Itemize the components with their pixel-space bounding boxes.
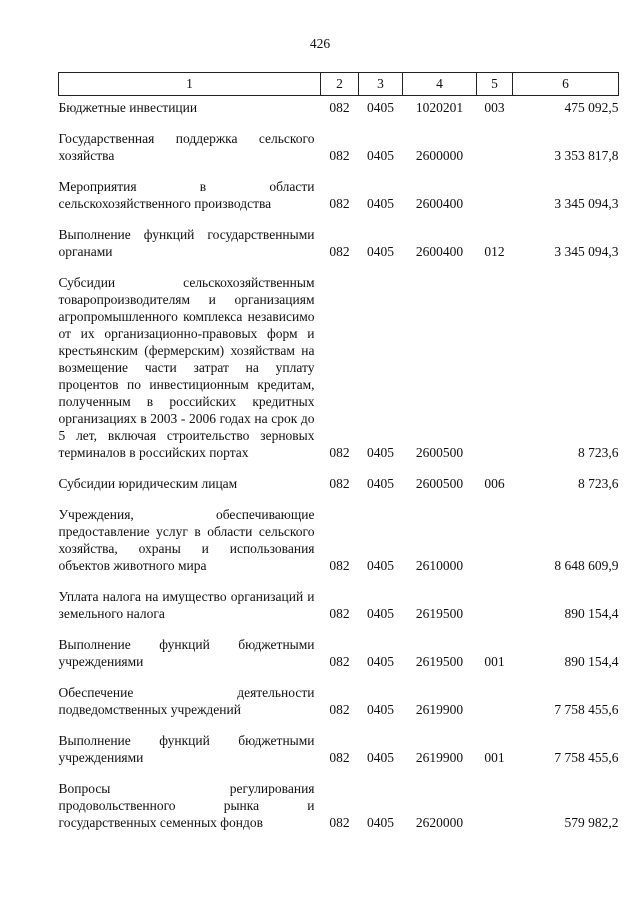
code-col-5	[477, 768, 513, 833]
table-header	[59, 73, 619, 96]
code-col-4: 2600500	[415, 476, 464, 491]
code-col-3: 0405	[367, 196, 394, 211]
item-name: Государственная поддержка сельского хозяйства	[58, 131, 315, 163]
item-name: Субсидии сельскохозяйственным товаропроизводителям и организациям агропромышленного комплекса независимо от их организационно-правовых форм и крестьянским (фермерским) хозяйствам на возмещение части затрат на уплату процентов по инвестиционным кредитам, полученным в российских кредитных организациях в 2003 - 2006 годах на срок до 5 лет, включая строительство зерновых терминалов в российских портах	[58, 275, 315, 460]
code-col-4: 2619900	[415, 750, 464, 765]
code-col-2: 082	[329, 654, 350, 669]
amount: 3 345 094,3	[554, 196, 619, 211]
code-col-4: 2620000	[415, 815, 464, 830]
code-col-2: 082	[329, 750, 350, 765]
table-body	[59, 96, 619, 834]
amount: 475 092,5	[564, 100, 619, 115]
item-name: Бюджетные инвестиции	[58, 100, 198, 115]
amount: 8 723,6	[578, 445, 619, 460]
table-row	[59, 768, 619, 833]
code-col-4: 2600500	[415, 445, 464, 460]
code-col-5	[477, 672, 513, 720]
code-col-3: 0405	[367, 244, 394, 259]
code-col-5: 006	[484, 476, 505, 491]
code-col-5	[477, 576, 513, 624]
table-row	[59, 494, 619, 576]
code-col-4: 2619500	[415, 654, 464, 669]
code-col-5	[477, 262, 513, 463]
column-header-2: 2	[321, 73, 359, 96]
code-col-4: 2600400	[415, 244, 464, 259]
column-header-5: 5	[477, 73, 513, 96]
code-col-5	[477, 166, 513, 214]
code-col-2: 082	[329, 100, 350, 115]
code-col-5	[477, 118, 513, 166]
code-col-2: 082	[329, 558, 350, 573]
amount: 8 723,6	[578, 476, 619, 491]
code-col-4: 2619500	[415, 606, 464, 621]
column-header-6: 6	[513, 73, 619, 96]
budget-table	[58, 72, 619, 833]
item-name: Обеспечение деятельности подведомственных учреждений	[58, 685, 315, 717]
item-name: Вопросы регулирования продовольственного рынка и государственных семенных фондов	[58, 781, 315, 830]
column-header-3: 3	[359, 73, 403, 96]
item-name: Учреждения, обеспечивающие предоставление услуг в области сельского хозяйства, охраны и использования объектов животного мира	[58, 507, 315, 573]
code-col-2: 082	[329, 606, 350, 621]
code-col-4: 1020201	[415, 100, 464, 115]
amount: 7 758 455,6	[554, 702, 619, 717]
code-col-4: 2600400	[415, 196, 464, 211]
code-col-2: 082	[329, 815, 350, 830]
code-col-2: 082	[329, 244, 350, 259]
code-col-4: 2600000	[415, 148, 464, 163]
code-col-3: 0405	[367, 654, 394, 669]
table-row	[59, 672, 619, 720]
code-col-5: 001	[484, 654, 505, 669]
amount: 890 154,4	[564, 606, 619, 621]
column-header-1: 1	[59, 73, 321, 96]
code-col-3: 0405	[367, 148, 394, 163]
code-col-3: 0405	[367, 815, 394, 830]
table-row	[59, 576, 619, 624]
item-name: Выполнение функций бюджетными учреждениями	[58, 637, 315, 669]
code-col-3: 0405	[367, 100, 394, 115]
table-row	[59, 214, 619, 262]
code-col-2: 082	[329, 445, 350, 460]
code-col-3: 0405	[367, 750, 394, 765]
item-name: Субсидии юридическим лицам	[58, 476, 238, 491]
code-col-4: 2619900	[415, 702, 464, 717]
code-col-3: 0405	[367, 702, 394, 717]
item-name: Уплата налога на имущество организаций и земельного налога	[58, 589, 315, 621]
table-row	[59, 96, 619, 119]
item-name: Выполнение функций государственными органами	[58, 227, 315, 259]
code-col-5: 001	[484, 750, 505, 765]
code-col-5	[477, 494, 513, 576]
item-name: Мероприятия в области сельскохозяйственного производства	[58, 179, 315, 211]
header-row	[59, 73, 619, 96]
amount: 579 982,2	[564, 815, 619, 830]
code-col-3: 0405	[367, 445, 394, 460]
table-row	[59, 118, 619, 166]
amount: 3 345 094,3	[554, 244, 619, 259]
code-col-2: 082	[329, 476, 350, 491]
table-row	[59, 262, 619, 463]
code-col-2: 082	[329, 148, 350, 163]
amount: 7 758 455,6	[554, 750, 619, 765]
code-col-5: 003	[484, 100, 505, 115]
table-row	[59, 720, 619, 768]
amount: 3 353 817,8	[554, 148, 619, 163]
table-row	[59, 624, 619, 672]
table-row	[59, 166, 619, 214]
code-col-3: 0405	[367, 606, 394, 621]
code-col-3: 0405	[367, 558, 394, 573]
code-col-4: 2610000	[415, 558, 464, 573]
item-name: Выполнение функций бюджетными учреждениями	[58, 733, 315, 765]
code-col-5: 012	[484, 244, 505, 259]
code-col-3: 0405	[367, 476, 394, 491]
page-number: 426	[309, 36, 331, 51]
column-header-4: 4	[403, 73, 477, 96]
code-col-2: 082	[329, 702, 350, 717]
code-col-2: 082	[329, 196, 350, 211]
table-row	[59, 463, 619, 494]
amount: 890 154,4	[564, 654, 619, 669]
amount: 8 648 609,9	[554, 558, 619, 573]
